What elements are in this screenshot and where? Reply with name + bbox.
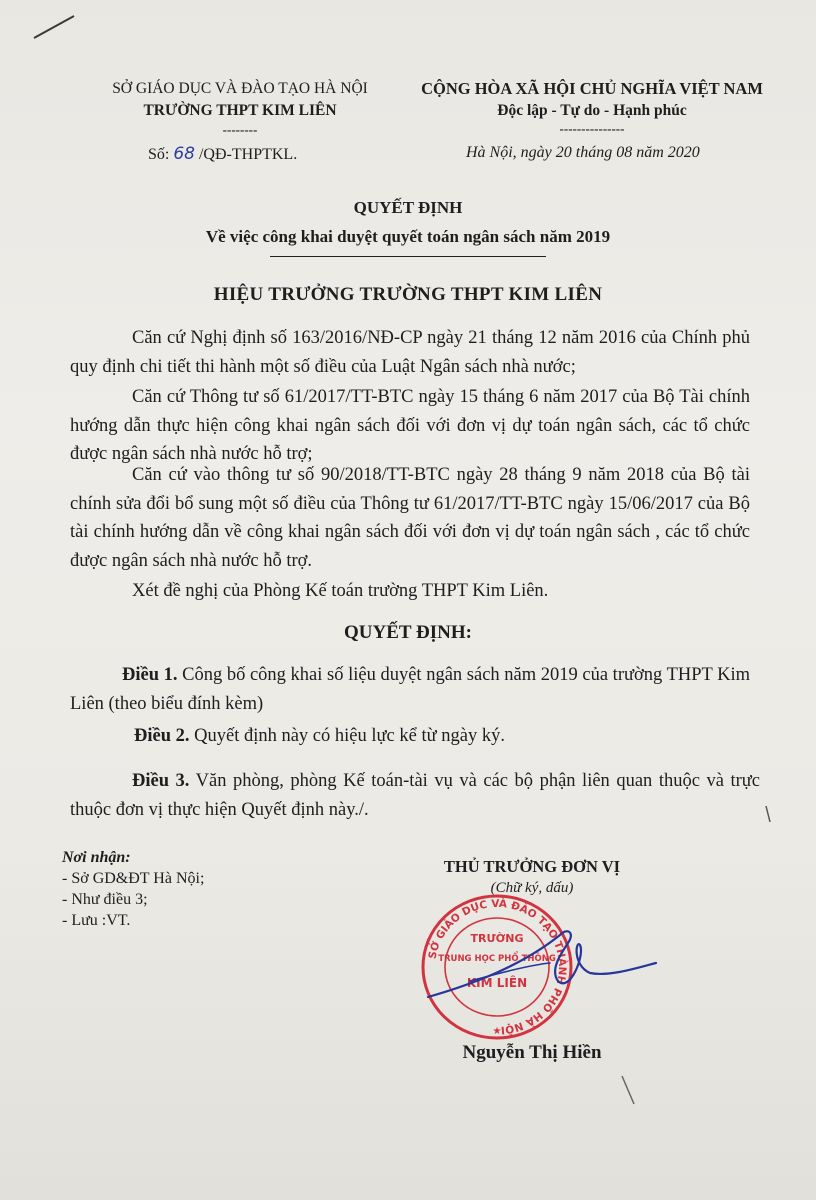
- stamp-line-1: TRƯỜNG: [470, 932, 524, 945]
- signer-name: Nguyễn Thị Hiền: [462, 1042, 602, 1063]
- stamp-ring-text: SỞ GIÁO DỤC VÀ ĐÀO TẠO THÀNH PHỐ HÀ NỘI: [426, 897, 569, 1036]
- issuing-authority: HIỆU TRƯỞNG TRƯỜNG THPT KIM LIÊN: [213, 284, 603, 305]
- issuer-department: SỞ GIÁO DỤC VÀ ĐÀO TẠO HÀ NỘI: [112, 80, 368, 97]
- document-number: [148, 144, 297, 164]
- number-handwritten: 68: [173, 144, 195, 164]
- issuer-block: [80, 80, 400, 138]
- article-3-label: Điều 3.: [132, 771, 190, 791]
- recipient-item: - Như điều 3;: [62, 891, 148, 908]
- article-1-label: Điều 1.: [122, 665, 178, 685]
- preamble-2: Căn cứ Thông tư số 61/2017/TT-BTC ngày 15 tháng 6 năm 2017 của Bộ Tài chính hướng dẫn thực hiện công khai ngân sách đối với đơn vị dự toán ngân sách, các tổ chức được ngân sách nhà nước hỗ trợ;: [70, 387, 750, 464]
- handwritten-signature: [410, 915, 660, 1015]
- signature-note: (Chữ ký, dấu): [490, 880, 574, 896]
- preamble-4: Xét đề nghị của Phòng Kế toán trường THPT Kim Liên.: [132, 581, 549, 601]
- stamp-line-2: TRUNG HỌC PHỔ THÔNG: [438, 954, 556, 964]
- motto-rule: ---------------: [559, 121, 625, 136]
- article-3: [70, 767, 760, 824]
- number-suffix: /QĐ-THPTKL.: [198, 146, 298, 163]
- recipient-item: - Lưu :VT.: [62, 912, 131, 929]
- article-3-text: Văn phòng, phòng Kế toán-tài vụ và các bộ phận liên quan thuộc và trực thuộc đơn vị thực hiện Quyết định này./.: [70, 771, 761, 820]
- article-1-text: Công bố công khai số liệu duyệt ngân sách năm 2019 của trường THPT Kim Liên (theo biểu đính kèm): [70, 665, 751, 714]
- issuer-school: TRƯỜNG THPT KIM LIÊN: [143, 102, 337, 119]
- article-1: [70, 661, 760, 718]
- national-motto-block: [392, 79, 792, 137]
- issuer-rule: --------: [222, 122, 258, 137]
- preamble-1: Căn cứ Nghị định số 163/2016/NĐ-CP ngày 21 tháng 12 năm 2016 của Chính phủ quy định chi tiết thi hành một số điều của Luật Ngân sách nhà nước;: [70, 328, 750, 377]
- signatory-title: THỦ TRƯỞNG ĐƠN VỊ: [443, 857, 621, 876]
- article-2-text: Quyết định này có hiệu lực kể từ ngày ký.: [189, 726, 505, 746]
- document-subject: Về việc công khai duyệt quyết toán ngân sách năm 2019: [205, 227, 611, 246]
- svg-text:★: ★: [492, 1026, 502, 1037]
- article-2: [70, 722, 760, 751]
- recipients-heading: Nơi nhận:: [62, 849, 131, 866]
- recipients-block: [62, 847, 204, 931]
- place-date: Hà Nội, ngày 20 tháng 08 năm 2020: [466, 144, 700, 161]
- article-2-label: Điều 2.: [134, 726, 190, 746]
- number-prefix: Số:: [148, 146, 170, 163]
- decision-heading: QUYẾT ĐỊNH:: [344, 622, 472, 643]
- recipient-item: - Sở GD&ĐT Hà Nội;: [62, 870, 205, 887]
- stamp-line-3: KIM LIÊN: [466, 976, 528, 990]
- document-title: QUYẾT ĐỊNH: [353, 198, 463, 217]
- national-name: CỘNG HÒA XÃ HỘI CHỦ NGHĨA VIỆT NAM: [421, 79, 763, 98]
- title-underline: [270, 256, 546, 257]
- preamble-3: Căn cứ vào thông tư số 90/2018/TT-BTC ngày 28 tháng 9 năm 2018 của Bộ tài chính sửa đổi bổ sung một số điều của Thông tư 61/2017/TT-BTC ngày 15/06/2017 của Bộ tài chính hướng dẫn về công khai ngân sách đối với đơn vị dự toán ngân sách , các tổ chức được ngân sách nhà nước hỗ trợ.: [70, 465, 750, 571]
- national-motto: Độc lập - Tự do - Hạnh phúc: [497, 102, 687, 119]
